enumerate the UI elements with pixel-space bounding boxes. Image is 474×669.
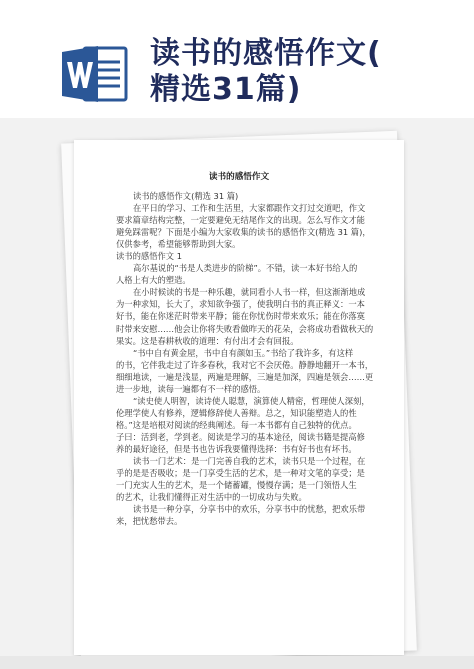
document-page	[74, 140, 404, 655]
document-line: 仅供参考，希望能够帮助到大家。	[116, 239, 241, 250]
document-line: 伦理学使人有修养，逻辑修辞使人善辩。总之，知识能塑造人的性	[116, 407, 357, 418]
document-body	[116, 190, 374, 527]
document-line: 乎的是是否吸收；是一门享受生活的艺术，是一种对文笔的享受；是	[116, 468, 365, 479]
page-title-line-2: 精选31篇)	[150, 72, 302, 107]
document-line: 人格上有大的塑造。	[116, 275, 191, 286]
document-title: 读书的感悟作文	[208, 172, 270, 182]
word-document-icon	[62, 44, 128, 104]
document-line: 读书是一种分享，分享书中的欢乐，分享书中的忧愁，把欢乐带	[133, 504, 366, 515]
document-line: 在小时候读的书是一种乐趣，就同看小人书一样，但这渐渐地成	[133, 287, 366, 298]
document-line: 一门充实人生的艺术，是一个储蓄罐，慢慢存满；是一门领悟人生	[116, 480, 357, 491]
page-header	[0, 0, 474, 120]
document-line: 的艺术，让我们懂得正对生活中的一切成功与失败。	[116, 492, 307, 503]
document-line: 子曰：活到老，学到老。阅读是学习的基本途径，阅读书籍是提高修	[116, 431, 365, 442]
document-line: 高尔基说的“书是人类进步的阶梯”。不错，读一本好书给人的	[133, 263, 358, 274]
document-line: 养的最好途径，但是书也告诉我要懂得选择：书有好书也有坏书。	[116, 443, 357, 454]
document-line: 的书，它伴我走过了许多春秋，我对它不会厌倦。静静地翻开一本书，	[116, 359, 374, 370]
document-line: 读书的感悟作文(精选 31 篇)	[133, 191, 239, 201]
document-line: 读书一门艺术：是一门完善自我的艺术，读书只是一个过程，在	[133, 456, 366, 467]
document-line: 进一步地，读每一遍都有不一样的感悟。	[116, 383, 266, 394]
document-line: 格。”这是培根对阅读的经典阐述。每一本书都有自己独特的优点。	[116, 419, 357, 430]
document-line: 为一种求知，长大了，求知欲争强了，使我明白书的真正释义：一本	[116, 299, 365, 310]
document-line: 要求篇章结构完整，一定要避免无结尾作文的出现。怎么写作文才能	[116, 215, 365, 226]
document-line: 细细地读，一遍是浅显，两遍是理解，三遍是加深，四遍是领会……更	[116, 371, 374, 382]
document-line: 读书的感悟作文 1	[116, 251, 182, 262]
document-line: 来，把忧愁带去。	[116, 516, 183, 527]
bottom-strip	[0, 656, 474, 669]
document-line: 在平日的学习、工作和生活里，大家都跟作文打过交道吧，作文	[133, 203, 366, 214]
document-line: “读史使人明智，读诗使人聪慧，演算使人精密，哲理使人深刻，	[133, 395, 370, 406]
document-line: “书中自有黄金屋，书中自有颜如玉。”书给了我许多，有这样	[133, 347, 354, 358]
document-line: 避免踩雷呢？下面是小编为大家收集的读书的感悟作文(精选 31 篇)，	[116, 227, 371, 238]
document-line: 好书，能在你迷茫时带来平静；能在你忧伤时带来欢乐；能在你落寞	[116, 311, 365, 322]
document-line: 果实。这是春耕秋收的道理：有付出才会有回报。	[116, 335, 299, 346]
page-title-line-1: 读书的感悟作文(	[150, 36, 382, 71]
document-line: 时带来安慰……他会让你将失败看做昨天的花朵，会将成功看做秋天的	[116, 323, 374, 334]
